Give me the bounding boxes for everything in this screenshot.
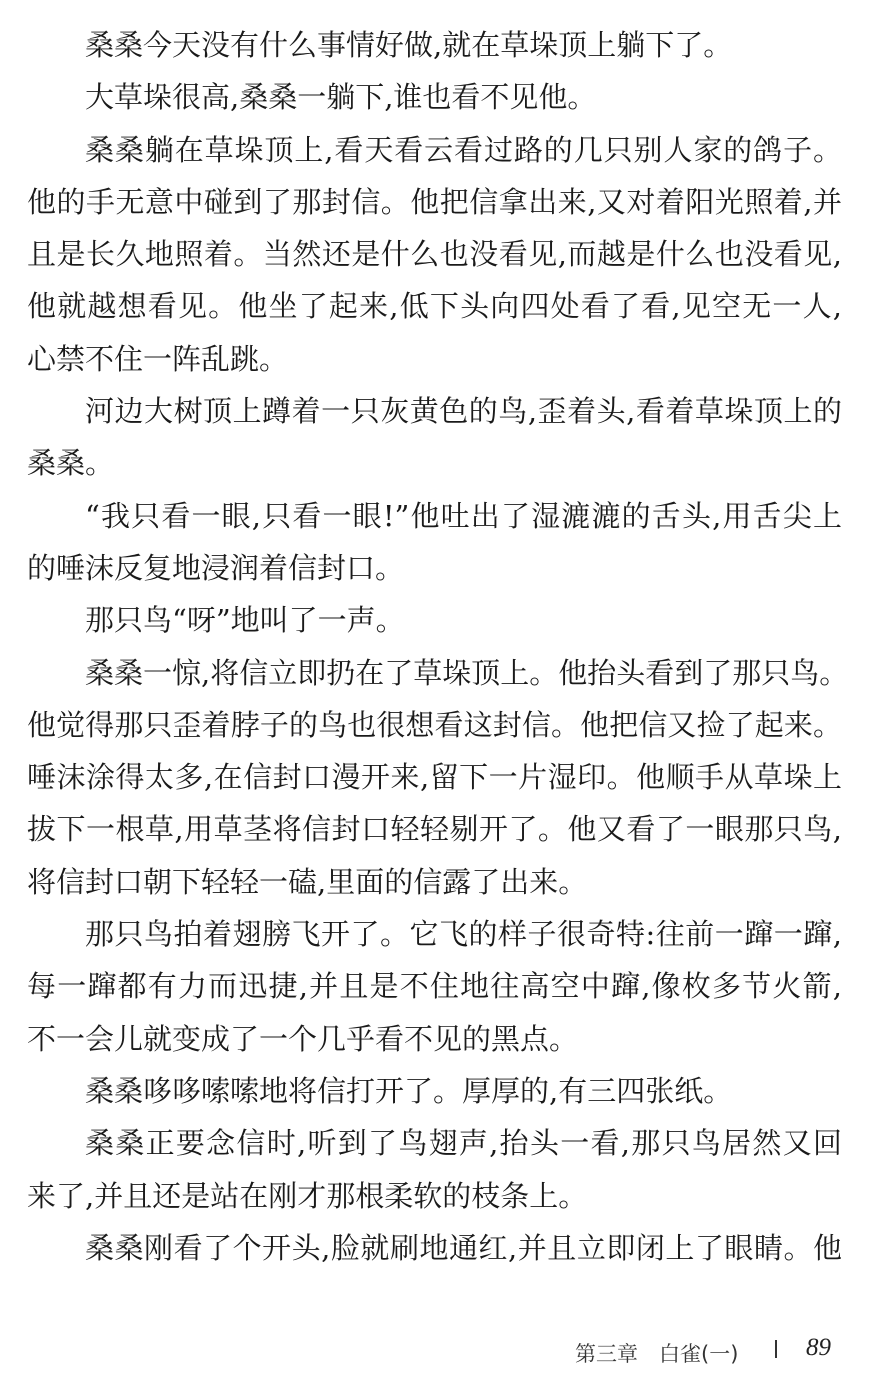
text-line: 桑桑今天没有什么事情好做,就在草垛顶上躺下了。 — [85, 28, 733, 62]
text-line: 桑桑躺在草垛顶上,看天看云看过路的几只别人家的鸽子。 — [85, 132, 842, 167]
page-number: 89 — [806, 1334, 831, 1361]
running-header-chapter: 第三章 白雀(一) — [575, 1342, 739, 1366]
text-line: 他就越想看见。他坐了起来,低下头向四处看了看,见空无一人, — [27, 289, 842, 324]
text-line: 大草垛很高,桑桑一躺下,谁也看不见他。 — [85, 80, 597, 115]
paragraph — [27, 490, 842, 595]
text-line: “我只看一眼,只看一眼!”他吐出了湿漉漉的舌头,用舌尖上 — [85, 498, 842, 533]
text-line: 河边大树顶上蹲着一只灰黄色的鸟,歪着头,看着草垛顶上的 — [85, 394, 842, 429]
text-line: 他的手无意中碰到了那封信。他把信拿出来,又对着阳光照着,并 — [27, 184, 842, 219]
paragraph — [27, 1117, 842, 1222]
text-line: 那只鸟“呀”地叫了一声。 — [85, 603, 405, 638]
paragraph — [27, 647, 849, 908]
text-line: 桑桑刚看了个开头,脸就刷地通红,并且立即闭上了眼睛。他 — [85, 1230, 842, 1265]
text-line: 桑桑哆哆嗦嗦地将信打开了。厚厚的,有三四张纸。 — [85, 1073, 733, 1108]
text-line: 不一会儿就变成了一个几乎看不见的黑点。 — [27, 1021, 579, 1056]
footer-separator — [775, 1340, 777, 1358]
paragraph — [27, 1065, 842, 1117]
text-line: 唾沫涂得太多,在信封口漫开来,留下一片湿印。他顺手从草垛上 — [27, 760, 842, 795]
text-line: 那只鸟拍着翅膀飞开了。它飞的样子很奇特:往前一蹿一蹿, — [85, 917, 842, 952]
paragraph — [27, 385, 842, 490]
paragraph — [27, 124, 842, 385]
text-line: 心禁不住一阵乱跳。 — [27, 341, 289, 376]
paragraph — [27, 1222, 842, 1274]
body-text — [27, 19, 849, 1274]
paragraph — [27, 71, 842, 123]
text-line: 来了,并且还是站在刚才那根柔软的枝条上。 — [27, 1178, 588, 1213]
text-line: 将信封口朝下轻轻一磕,里面的信露了出来。 — [27, 864, 588, 899]
paragraph — [27, 19, 842, 71]
text-line: 他觉得那只歪着脖子的鸟也很想看这封信。他把信又捡了起来。 — [27, 707, 842, 742]
text-line: 桑桑正要念信时,听到了鸟翅声,抬头一看,那只鸟居然又回 — [85, 1126, 842, 1161]
text-line: 每一蹿都有力而迅捷,并且是不住地往高空中蹿,像枚多节火箭, — [27, 969, 842, 1004]
text-line: 桑桑一惊,将信立即扔在了草垛顶上。他抬头看到了那只鸟。 — [85, 655, 849, 690]
text-line: 的唾沫反复地浸润着信封口。 — [27, 550, 405, 585]
text-line: 桑桑。 — [27, 446, 115, 481]
text-line: 且是长久地照着。当然还是什么也没看见,而越是什么也没看见, — [27, 237, 842, 272]
page-footer — [0, 1332, 872, 1372]
text-line: 拔下一根草,用草茎将信封口轻轻剔开了。他又看了一眼那只鸟, — [27, 812, 842, 847]
paragraph — [27, 594, 842, 646]
paragraph — [27, 908, 842, 1065]
